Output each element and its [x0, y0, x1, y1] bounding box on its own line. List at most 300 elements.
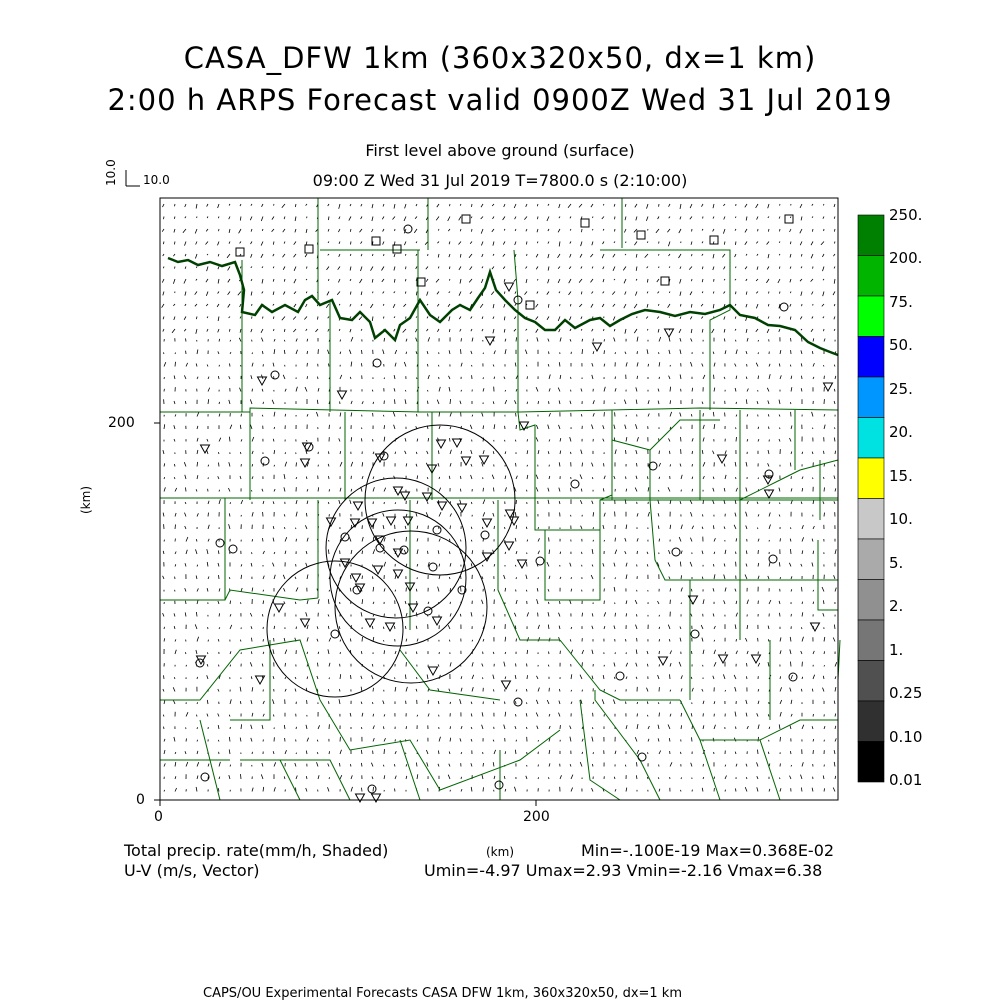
wind-vector: [351, 787, 353, 792]
wind-vector: [383, 229, 384, 232]
wind-vector: [591, 279, 594, 282]
wind-vector: [724, 500, 725, 504]
wind-vector: [614, 242, 615, 243]
wind-vector: [372, 777, 373, 780]
wind-vector: [604, 339, 605, 341]
wind-vector: [591, 304, 593, 308]
wind-vector: [196, 549, 198, 554]
wind-vector: [626, 525, 627, 529]
wind-vector: [537, 726, 538, 729]
wind-vector: [186, 601, 187, 604]
wind-vector: [714, 626, 715, 629]
wind-vector: [493, 329, 494, 333]
wind-vector: [261, 242, 263, 246]
wind-vector: [713, 292, 714, 294]
station-triangle: [366, 619, 375, 627]
wind-vector: [230, 665, 231, 667]
wind-vector: [571, 690, 572, 692]
station-triangle: [394, 570, 403, 578]
wind-vector: [230, 625, 232, 629]
colorbar-segment: [858, 620, 884, 661]
station-triangle: [201, 445, 210, 453]
wind-vector: [283, 575, 285, 579]
wind-vector: [647, 664, 648, 667]
wind-vector: [548, 625, 549, 629]
wind-vector: [219, 438, 221, 442]
wind-vector: [746, 777, 747, 779]
wind-vector: [218, 452, 219, 454]
wind-vector: [569, 267, 571, 269]
wind-vector: [416, 452, 417, 454]
wind-vector: [162, 279, 164, 283]
wind-vector: [449, 764, 450, 767]
wind-vector: [768, 662, 769, 666]
wind-vector: [746, 512, 747, 517]
wind-vector: [449, 476, 450, 479]
wind-vector: [186, 762, 188, 767]
wind-vector: [372, 626, 373, 629]
wind-vector: [393, 217, 396, 220]
wind-vector: [747, 338, 748, 342]
wind-vector: [197, 637, 199, 642]
wind-vector: [284, 514, 285, 516]
wind-vector: [383, 765, 384, 767]
wind-vector: [505, 637, 506, 642]
wind-vector: [339, 329, 340, 331]
wind-vector: [703, 462, 705, 466]
x-axis-unit: (km): [486, 846, 514, 858]
wind-vector: [801, 651, 802, 654]
wind-vector: [469, 254, 472, 258]
wind-vector: [637, 724, 638, 729]
wind-vector: [461, 676, 462, 679]
wind-vector: [207, 562, 208, 567]
station-square: [637, 231, 645, 239]
wind-vector: [307, 267, 308, 269]
wind-vector: [251, 725, 252, 729]
wind-vector: [659, 615, 660, 617]
wind-vector: [250, 399, 252, 404]
wind-vector: [404, 304, 407, 307]
wind-vector: [415, 329, 417, 332]
wind-vector: [659, 337, 661, 342]
wind-vector: [637, 714, 638, 717]
wind-vector: [536, 254, 538, 257]
wind-vector: [504, 725, 505, 729]
wind-vector: [372, 576, 373, 579]
wind-vector: [702, 577, 703, 579]
wind-vector: [625, 204, 626, 207]
wind-vector: [219, 627, 220, 629]
wind-vector: [438, 764, 439, 767]
wind-vector: [791, 662, 792, 667]
wind-vector: [163, 689, 164, 691]
station-square: [462, 215, 470, 223]
wind-vector: [571, 452, 572, 454]
wind-vector: [516, 525, 517, 529]
title-line-2: 2:00 h ARPS Forecast valid 0900Z Wed 31 Jul 2019: [0, 86, 1000, 115]
wind-vector: [813, 675, 815, 679]
wind-vector: [504, 662, 505, 667]
wind-vector: [746, 526, 747, 530]
wind-vector: [185, 267, 186, 269]
wind-vector: [659, 627, 660, 629]
wind-vector: [163, 715, 164, 717]
wind-vector: [384, 562, 386, 567]
wind-vector: [461, 363, 462, 367]
wind-vector: [670, 412, 672, 417]
wind-vector: [416, 254, 417, 256]
wind-vector: [626, 450, 627, 454]
wind-vector: [525, 350, 527, 354]
wind-vector: [326, 304, 329, 308]
wind-vector: [801, 329, 802, 330]
wind-vector: [197, 565, 198, 567]
wind-vector: [779, 724, 780, 729]
wind-vector: [228, 292, 230, 295]
wind-vector: [482, 677, 483, 679]
wind-vector: [670, 663, 671, 666]
wind-vector: [370, 304, 373, 308]
wind-vector: [394, 388, 395, 391]
wind-vector: [835, 676, 836, 679]
wind-vector: [329, 540, 330, 542]
wind-vector: [569, 279, 571, 283]
wind-vector: [514, 317, 516, 320]
wind-vector: [581, 292, 582, 295]
station-circle: [638, 753, 646, 761]
station-triangle: [423, 493, 432, 501]
wind-vector: [691, 763, 692, 767]
wind-vector: [637, 513, 638, 516]
wind-vector: [293, 329, 296, 332]
wind-vector: [449, 242, 450, 245]
wind-vector: [307, 738, 309, 742]
wind-vector: [603, 563, 604, 566]
wind-vector: [362, 401, 363, 404]
wind-vector: [603, 204, 604, 205]
wind-vector: [228, 304, 230, 308]
wind-vector: [758, 376, 759, 379]
wind-vector: [439, 527, 440, 529]
wind-vector: [560, 601, 561, 604]
wind-vector: [658, 526, 659, 529]
wind-vector: [427, 477, 428, 479]
wind-vector: [328, 626, 329, 629]
wind-vector: [757, 787, 758, 791]
wind-vector: [768, 254, 769, 258]
wind-vector: [470, 292, 472, 294]
wind-vector: [593, 413, 594, 416]
wind-vector: [790, 688, 791, 692]
wind-vector: [417, 378, 418, 380]
wind-vector: [373, 602, 374, 604]
station-circle: [201, 773, 209, 781]
wind-vector: [811, 254, 813, 258]
wind-vector: [438, 587, 439, 592]
wind-vector: [780, 712, 781, 717]
wind-vector: [658, 292, 660, 294]
wind-vector: [340, 674, 341, 679]
wind-vector: [362, 537, 363, 542]
wind-vector: [196, 279, 197, 281]
wind-vector: [339, 689, 340, 692]
wind-vector: [252, 353, 253, 355]
wind-vector: [461, 777, 462, 779]
wind-vector: [492, 229, 494, 232]
wind-vector: [569, 292, 572, 295]
wind-vector: [448, 625, 450, 629]
wind-vector: [230, 340, 231, 342]
wind-vector: [516, 577, 517, 579]
wind-vector: [174, 317, 175, 321]
wind-vector: [252, 512, 253, 516]
wind-vector: [690, 317, 692, 320]
wind-vector: [614, 204, 615, 207]
plot-frame: [160, 198, 838, 800]
station-circle: [433, 526, 441, 534]
wind-vector: [450, 526, 451, 530]
wind-vector: [515, 363, 516, 367]
wind-vector: [538, 527, 539, 529]
wind-vector: [482, 775, 483, 779]
wind-vector: [460, 614, 461, 617]
wind-vector: [185, 588, 186, 591]
wind-vector: [493, 304, 494, 308]
wind-vector: [394, 626, 395, 629]
wind-vector: [459, 317, 461, 320]
wind-vector: [670, 525, 671, 529]
wind-vector: [284, 527, 285, 529]
wind-vector: [207, 588, 208, 591]
wind-vector: [338, 229, 340, 232]
wind-vector: [427, 317, 428, 319]
wind-vector: [515, 726, 516, 729]
wind-vector: [262, 292, 263, 294]
wind-vector: [527, 439, 528, 441]
wind-vector: [174, 401, 175, 404]
wind-vector: [393, 412, 395, 417]
wind-vector: [801, 689, 802, 692]
wind-vector: [219, 365, 220, 367]
wind-vector: [482, 317, 483, 319]
wind-vector: [614, 425, 615, 429]
wind-vector: [283, 375, 285, 379]
wind-vector: [274, 329, 275, 331]
wind-vector: [229, 329, 230, 332]
wind-vector: [779, 515, 780, 517]
wind-vector: [833, 254, 835, 256]
wind-vector: [658, 490, 659, 492]
wind-vector: [362, 462, 363, 466]
wind-vector: [681, 603, 682, 605]
wind-vector: [252, 687, 253, 691]
wind-vector: [670, 588, 671, 591]
wind-vector: [615, 690, 616, 692]
wind-vector: [714, 725, 716, 729]
wind-vector: [174, 242, 175, 245]
wind-vector: [626, 725, 627, 729]
wind-vector: [580, 254, 582, 258]
wind-vector: [185, 526, 186, 529]
wind-vector: [504, 575, 505, 579]
wind-vector: [735, 279, 736, 280]
wind-vector: [713, 267, 714, 271]
colorbar-segment: [858, 377, 884, 418]
wind-vector: [428, 375, 429, 379]
wind-vector: [238, 292, 241, 296]
wind-vector: [637, 337, 638, 342]
wind-vector: [262, 664, 263, 667]
colorbar-segment: [858, 701, 884, 742]
wind-vector: [349, 217, 351, 221]
wind-vector: [504, 204, 505, 207]
wind-vector: [812, 204, 813, 206]
wind-vector: [647, 267, 648, 269]
wind-vector: [252, 552, 253, 554]
wind-vector: [613, 317, 615, 321]
station-triangle: [718, 455, 727, 463]
wind-vector: [373, 787, 374, 792]
wind-vector: [361, 254, 362, 256]
wind-vector: [746, 676, 747, 679]
wind-vector: [185, 292, 186, 296]
wind-vector: [252, 539, 253, 541]
wind-vector: [361, 651, 362, 654]
wind-vector: [680, 204, 681, 209]
wind-vector: [273, 526, 274, 529]
wind-vector: [515, 440, 516, 442]
wind-vector: [614, 587, 615, 592]
wind-vector: [581, 526, 582, 529]
station-circle: [229, 545, 237, 553]
wind-vector: [802, 725, 804, 729]
title-line-1: CASA_DFW 1km (360x320x50, dx=1 km): [0, 44, 1000, 73]
wind-vector: [504, 317, 505, 321]
wind-vector: [791, 589, 792, 591]
wind-vector: [713, 229, 714, 231]
wind-vector: [174, 701, 176, 705]
wind-vector: [351, 437, 352, 441]
wind-vector: [768, 317, 769, 319]
wind-vector: [362, 637, 363, 642]
wind-vector: [185, 475, 186, 479]
wind-vector: [615, 789, 616, 791]
wind-vector: [230, 651, 231, 654]
wind-vector: [659, 539, 660, 542]
wind-vector: [702, 689, 703, 692]
wind-vector: [197, 377, 198, 379]
wind-vector: [570, 726, 571, 729]
wind-vector: [812, 788, 813, 792]
wind-vector: [648, 512, 650, 517]
wind-vector: [449, 752, 450, 755]
wind-vector: [658, 389, 659, 392]
wind-vector: [197, 438, 198, 442]
wind-vector: [648, 414, 649, 417]
wind-vector: [635, 204, 637, 207]
wind-vector: [384, 254, 385, 256]
wind-vector: [405, 626, 406, 629]
wind-vector: [295, 217, 296, 222]
wind-vector: [283, 267, 285, 270]
wind-vector: [736, 292, 737, 295]
wind-vector: [304, 317, 307, 320]
wind-vector: [558, 267, 560, 269]
wind-vector: [812, 317, 813, 319]
wind-vector: [460, 279, 461, 284]
wind-vector: [505, 487, 507, 491]
wind-vector: [835, 488, 836, 491]
wind-vector: [174, 425, 175, 429]
wind-vector: [450, 427, 451, 429]
wind-vector: [811, 329, 813, 332]
wind-vector: [251, 329, 252, 332]
wind-vector: [329, 638, 331, 642]
wind-vector: [230, 352, 231, 354]
wind-vector: [449, 317, 450, 322]
station-circle: [424, 607, 432, 615]
wind-vector: [394, 539, 395, 542]
wind-vector: [328, 599, 329, 604]
wind-vector: [328, 242, 329, 243]
wind-vector: [758, 701, 759, 704]
wind-vector: [813, 363, 814, 366]
wind-vector: [636, 400, 637, 404]
wind-vector: [273, 563, 275, 567]
wind-vector: [207, 664, 208, 666]
wind-vector: [603, 267, 604, 270]
wind-vector: [504, 377, 505, 379]
wind-vector: [197, 776, 198, 780]
wind-vector: [581, 450, 582, 454]
wind-vector: [218, 242, 220, 246]
wind-vector: [416, 242, 417, 244]
wind-vector: [175, 204, 176, 206]
wind-vector: [536, 304, 538, 307]
wind-vector: [361, 687, 362, 692]
wind-vector: [669, 217, 670, 219]
wind-vector: [703, 650, 704, 654]
wind-vector: [690, 217, 692, 220]
wind-vector: [186, 550, 187, 554]
wind-vector: [274, 427, 275, 429]
colorbar-label: 0.01: [889, 773, 922, 788]
wind-vector: [604, 387, 605, 392]
wind-vector: [461, 688, 462, 692]
wind-vector: [505, 451, 506, 454]
wind-vector: [450, 463, 451, 466]
wind-vector: [274, 552, 275, 554]
wind-vector: [460, 500, 461, 504]
wind-vector: [768, 217, 769, 218]
wind-vector: [625, 329, 626, 334]
wind-vector: [164, 424, 165, 429]
station-circle: [789, 673, 797, 681]
wind-vector: [250, 613, 252, 617]
wind-vector: [813, 500, 814, 504]
radar-ring: [365, 425, 515, 575]
wind-vector: [340, 763, 341, 767]
wind-vector: [329, 701, 330, 704]
wind-vector: [218, 639, 219, 641]
colorbar-segment: [858, 580, 884, 621]
wind-vector: [162, 304, 164, 308]
wind-vector: [227, 254, 230, 258]
wind-vector: [218, 476, 219, 479]
wind-vector: [515, 292, 516, 294]
wind-vector: [252, 389, 253, 392]
